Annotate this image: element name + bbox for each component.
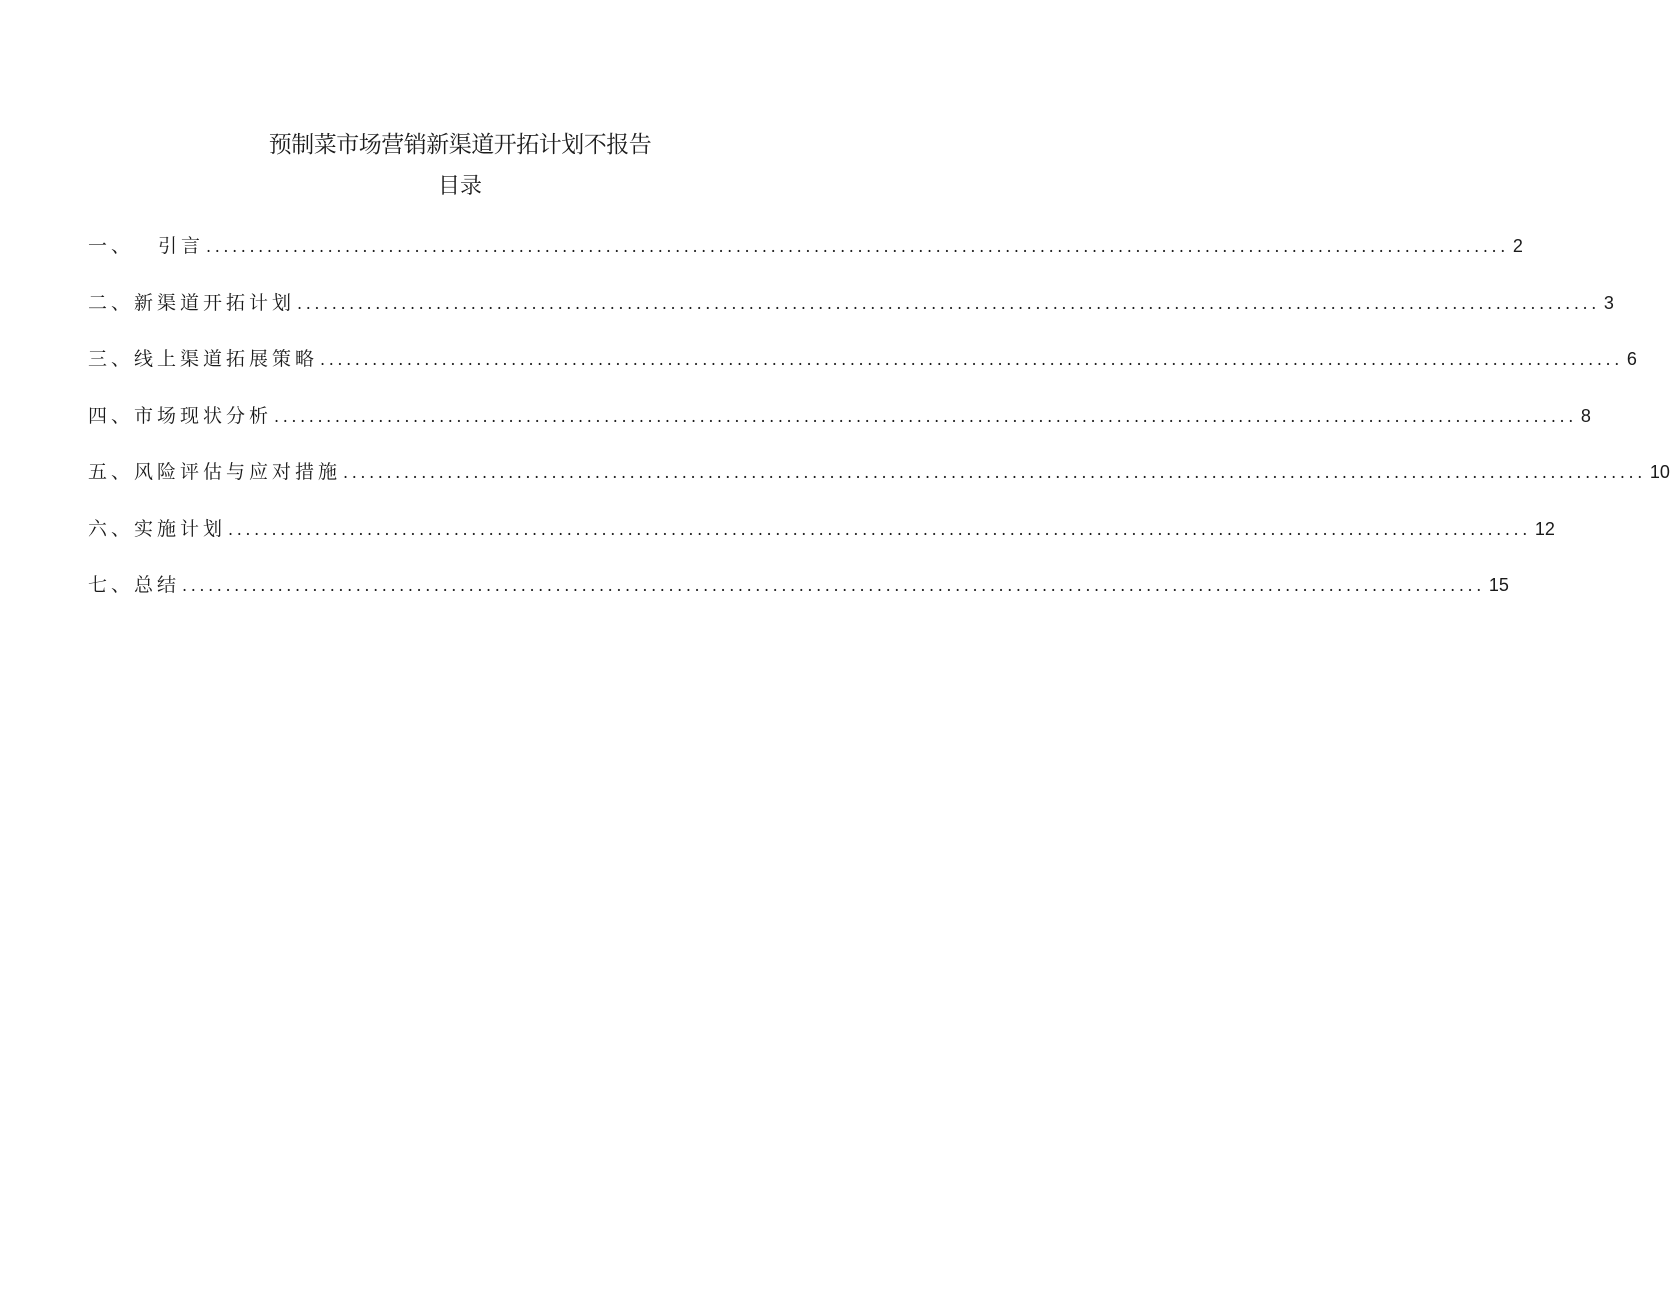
toc-entry-risk-assessment[interactable] xyxy=(88,452,1670,509)
toc-entry-number: 三、 xyxy=(88,348,135,370)
toc-entry-implementation-plan[interactable] xyxy=(88,509,1555,566)
toc-page-number: 8 xyxy=(1580,405,1591,426)
toc-entry-new-channel-plan[interactable] xyxy=(88,283,1614,340)
document-title: 预制菜市场营销新渠道开拓计划不报告 xyxy=(268,132,652,158)
toc-dot-leader: ...................................................................................................................................................... xyxy=(274,406,1577,426)
toc-dot-leader: ...................................................................................................................................................... xyxy=(182,576,1485,595)
toc-entry-summary[interactable] xyxy=(88,565,1509,622)
toc-page-number: 2 xyxy=(1512,236,1523,256)
toc-entry-market-analysis[interactable] xyxy=(88,396,1591,453)
table-of-contents xyxy=(88,226,1670,622)
toc-entry-title: 新渠道开拓计划 xyxy=(134,291,296,314)
toc-entry-number: 二、 xyxy=(88,291,135,314)
toc-page-number: 15 xyxy=(1488,575,1509,595)
toc-dot-leader: ...................................................................................................................................................... xyxy=(320,350,1623,369)
toc-dot-leader: ...................................................................................................................................................... xyxy=(343,463,1646,482)
toc-entry-number: 五、 xyxy=(88,461,135,483)
toc-entry-title: 线上渠道拓展策略 xyxy=(134,348,319,370)
toc-entry-introduction[interactable] xyxy=(88,226,1523,283)
toc-entry-number: 六、 xyxy=(88,517,135,540)
toc-entry-title: 实施计划 xyxy=(134,517,227,540)
toc-entry-title: 风险评估与应对措施 xyxy=(134,461,342,483)
toc-dot-leader: ...................................................................................................................................................... xyxy=(297,293,1600,313)
toc-entry-number: 四、 xyxy=(88,404,135,427)
toc-entry-title: 市场现状分析 xyxy=(134,404,273,427)
toc-dot-leader: ...................................................................................................................................................... xyxy=(228,519,1531,539)
toc-entry-online-channel-strategy[interactable] xyxy=(88,339,1637,396)
toc-dot-leader: ...................................................................................................................................................... xyxy=(206,237,1509,256)
toc-entry-title: 引言 xyxy=(158,235,205,257)
toc-entry-number: 七、 xyxy=(88,574,135,596)
toc-page-number: 12 xyxy=(1534,518,1555,539)
toc-page-number: 3 xyxy=(1603,292,1614,313)
toc-entry-title: 总结 xyxy=(134,574,181,596)
toc-page-number: 6 xyxy=(1626,349,1637,369)
toc-entry-number: 一、 xyxy=(88,235,135,257)
toc-page-number: 10 xyxy=(1649,462,1670,482)
toc-heading: 目录 xyxy=(437,174,482,199)
